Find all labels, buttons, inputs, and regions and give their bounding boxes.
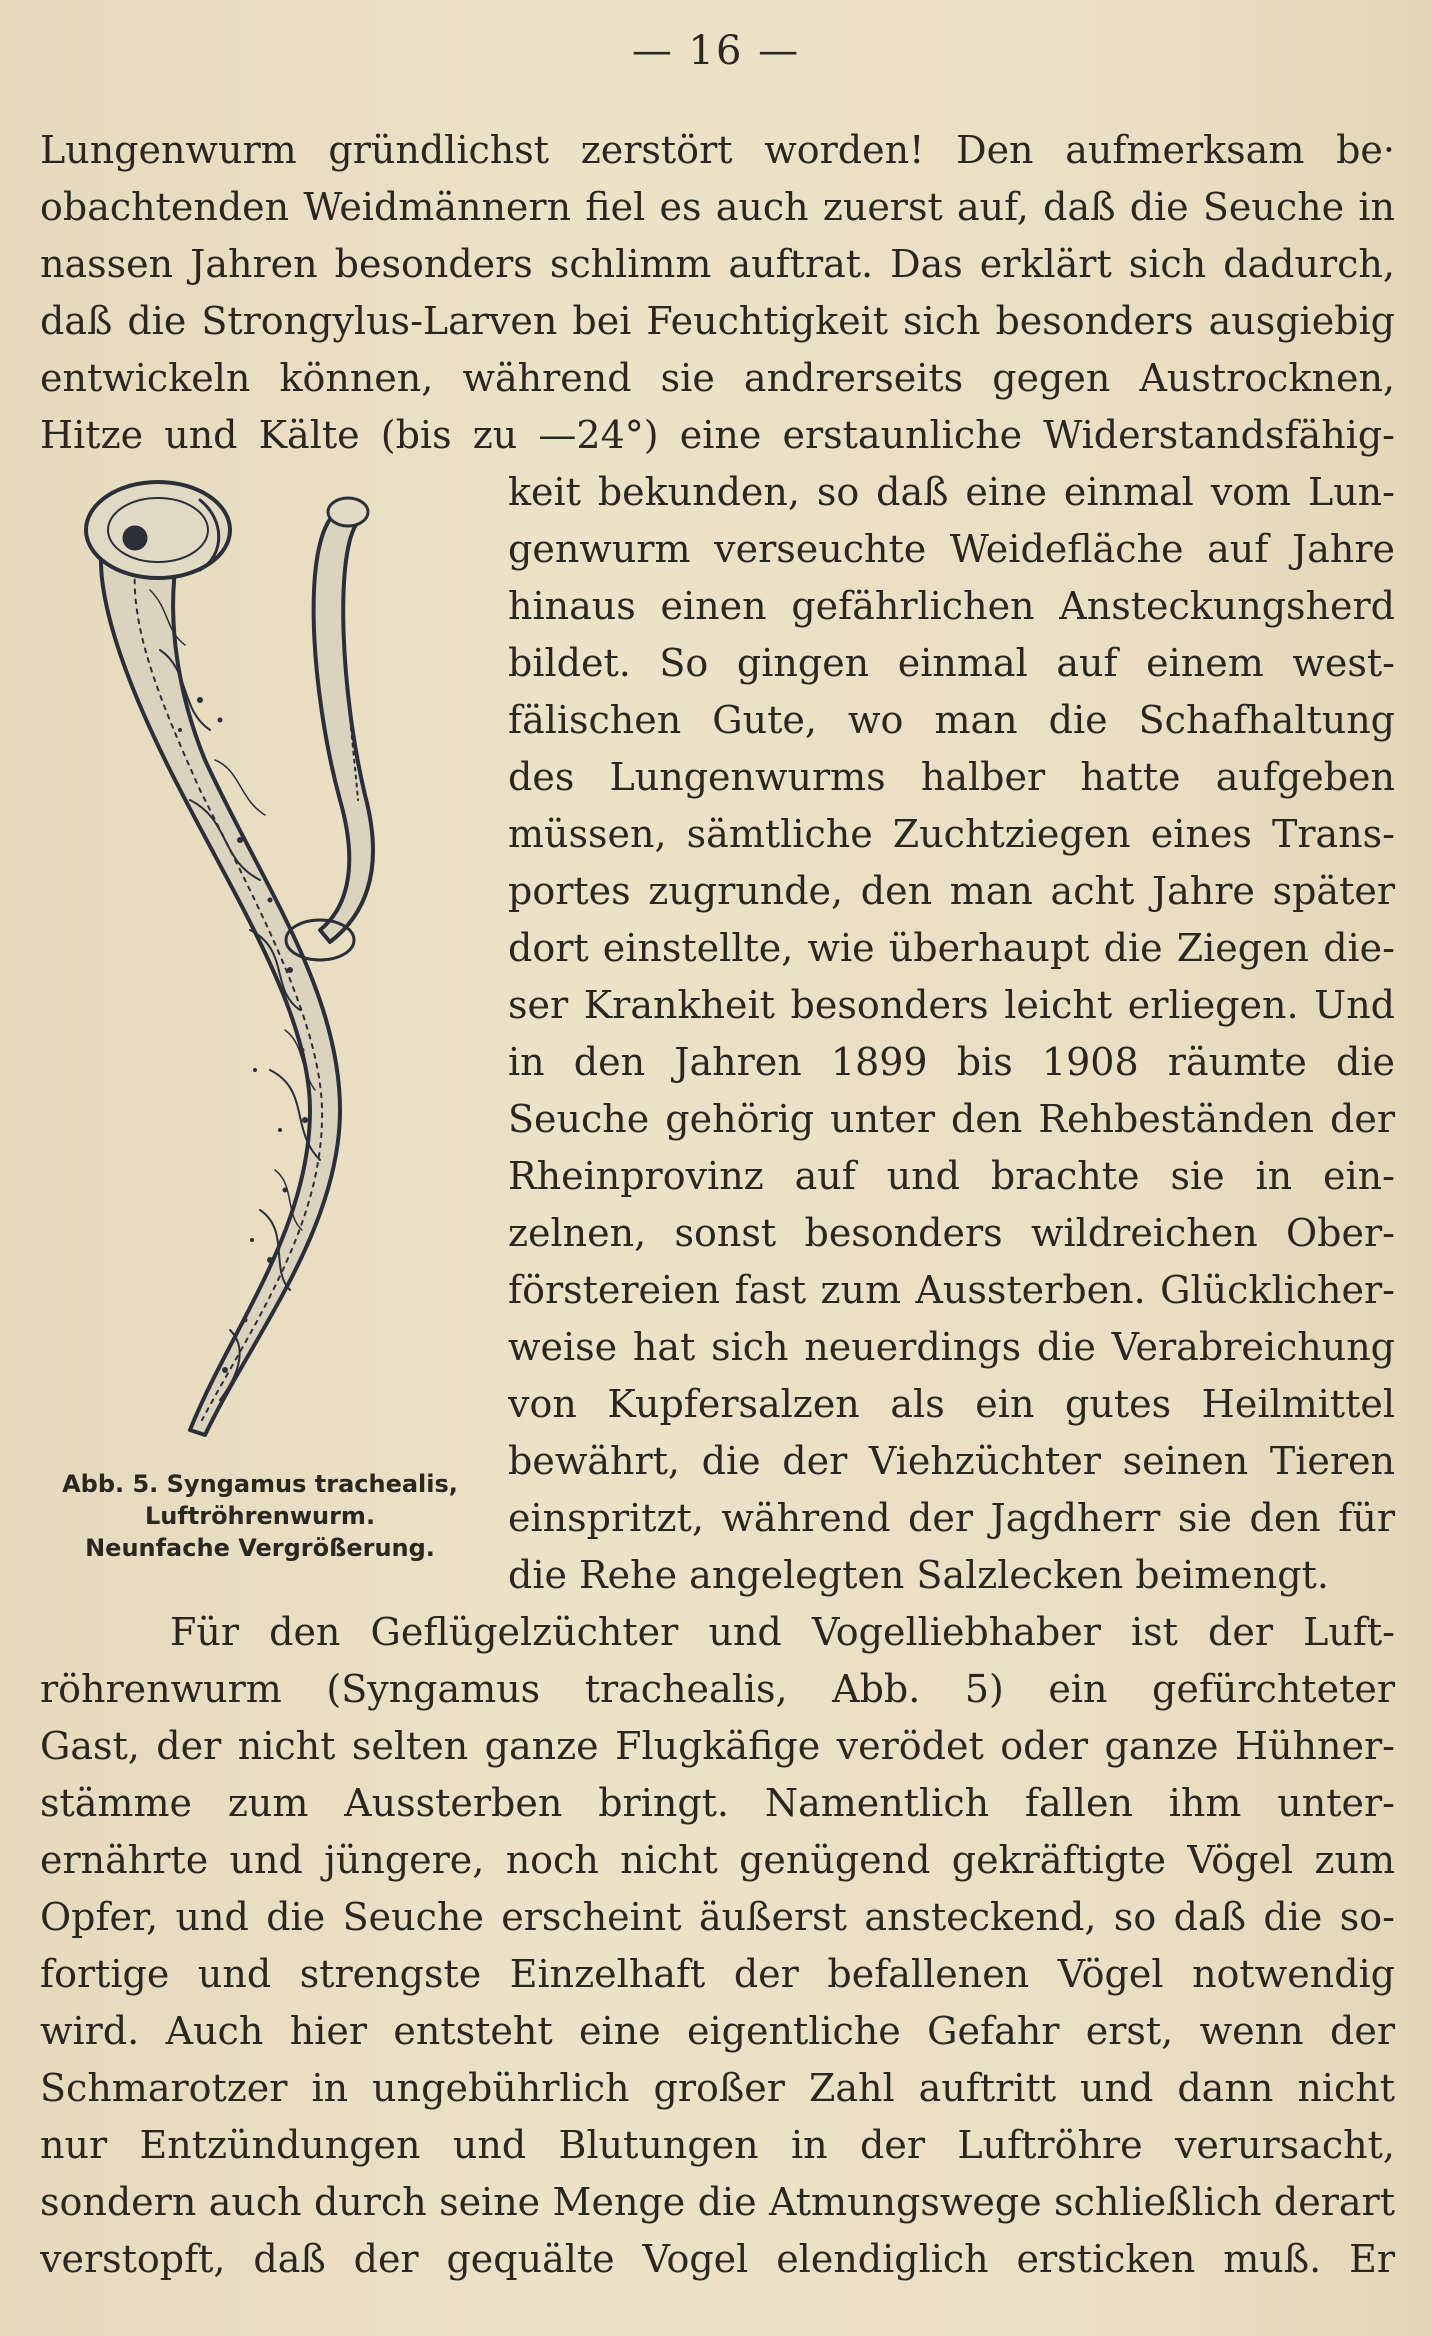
text-line: zelnen, sonst besonders wildreichen Ober- bbox=[508, 1211, 1395, 1255]
text-line: portes zugrunde, den man acht Jahre später bbox=[508, 869, 1395, 913]
text-line: ernährte und jüngere, noch nicht genügend gekräftigte Vögel zum bbox=[40, 1838, 1395, 1882]
text-line: fälischen Gute, wo man die Schafhaltung bbox=[508, 698, 1395, 742]
text-line: Seuche gehörig unter den Rehbeständen der bbox=[508, 1097, 1395, 1141]
text-line: daß die Strongylus-Larven bei Feuchtigkeit sich besonders ausgiebig bbox=[40, 299, 1395, 343]
text-line: die Rehe angelegten Salzlecken beimengt. bbox=[508, 1553, 1329, 1597]
caption-line: Neunfache Vergrößerung. bbox=[85, 1534, 435, 1562]
text-line: röhrenwurm (Syngamus trachealis, Abb. 5) ein gefürchteter bbox=[40, 1667, 1395, 1711]
side-paragraph bbox=[508, 464, 1395, 1604]
text-line: in den Jahren 1899 bis 1908 räumte die bbox=[508, 1040, 1395, 1084]
text-line: fortige und strengste Einzelhaft der befallenen Vögel notwendig bbox=[40, 1952, 1395, 1996]
text-line: des Lungenwurms halber hatte aufgeben bbox=[508, 755, 1395, 799]
caption-line: Luftröhrenwurm. bbox=[144, 1502, 376, 1530]
text-line: Hitze und Kälte (bis zu —24°) eine erstaunliche Widerstandsfähig- bbox=[40, 413, 1395, 457]
text-line: Lungenwurm gründlichst zerstört worden! Den aufmerksam be· bbox=[40, 128, 1395, 172]
text-line: weise hat sich neuerdings die Verabreichung bbox=[508, 1325, 1395, 1369]
text-line: Rheinprovinz auf und brachte sie in ein- bbox=[508, 1154, 1395, 1198]
text-line: dort einstellte, wie überhaupt die Ziegen die- bbox=[508, 926, 1395, 970]
text-line: Gast, der nicht selten ganze Flugkäfige verödet oder ganze Hühner- bbox=[40, 1724, 1395, 1768]
figure-caption bbox=[30, 1468, 490, 1564]
text-line: nassen Jahren besonders schlimm auftrat. Das erklärt sich dadurch, bbox=[40, 242, 1395, 286]
text-line: sondern auch durch seine Menge die Atmungswege schließlich derart bbox=[40, 2180, 1395, 2224]
text-line: ser Krankheit besonders leicht erliegen. Und bbox=[508, 983, 1395, 1027]
text-line: bewährt, die der Viehzüchter seinen Tieren bbox=[508, 1439, 1395, 1483]
worm-figure bbox=[40, 470, 480, 1460]
text-line: von Kupfersalzen als ein gutes Heilmittel bbox=[508, 1382, 1395, 1426]
text-line: einspritzt, während der Jagdherr sie den für bbox=[508, 1496, 1395, 1540]
text-line: stämme zum Aussterben bringt. Namentlich fallen ihm unter- bbox=[40, 1781, 1395, 1825]
text-line: müssen, sämtliche Zuchtziegen eines Trans- bbox=[508, 812, 1395, 856]
text-line: bildet. So gingen einmal auf einem west- bbox=[508, 641, 1395, 685]
text-line: nur Entzündungen und Blutungen in der Luftröhre verursacht, bbox=[40, 2123, 1395, 2167]
text-line: wird. Auch hier entsteht eine eigentliche Gefahr erst, wenn der bbox=[40, 2009, 1395, 2053]
text-line: genwurm verseuchte Weidefläche auf Jahre bbox=[508, 527, 1395, 571]
text-line: Opfer, und die Seuche erscheint äußerst ansteckend, so daß die so- bbox=[40, 1895, 1395, 1939]
gapeworm-illustration-icon bbox=[40, 470, 480, 1460]
page-number: — 16 — bbox=[631, 28, 801, 74]
text-line: hinaus einen gefährlichen Ansteckungsherd bbox=[508, 584, 1395, 628]
text-line: entwickeln können, während sie andrerseits gegen Austrocknen, bbox=[40, 356, 1395, 400]
caption-line: Abb. 5. Syngamus trachealis, bbox=[62, 1470, 458, 1498]
text-line: obachtenden Weidmännern fiel es auch zuerst auf, daß die Seuche in bbox=[40, 185, 1395, 229]
text-line: keit bekunden, so daß eine einmal vom Lun- bbox=[508, 470, 1395, 514]
text-line: Für den Geflügelzüchter und Vogelliebhaber ist der Luft- bbox=[170, 1610, 1395, 1654]
text-line: verstopft, daß der gequälte Vogel elendiglich ersticken muß. Er bbox=[40, 2237, 1395, 2281]
text-line: förstereien fast zum Aussterben. Glücklicher- bbox=[508, 1268, 1395, 1312]
text-line: Schmarotzer in ungebührlich großer Zahl auftritt und dann nicht bbox=[40, 2066, 1395, 2110]
top-paragraph bbox=[40, 122, 1395, 464]
bottom-paragraph bbox=[40, 1604, 1395, 2288]
